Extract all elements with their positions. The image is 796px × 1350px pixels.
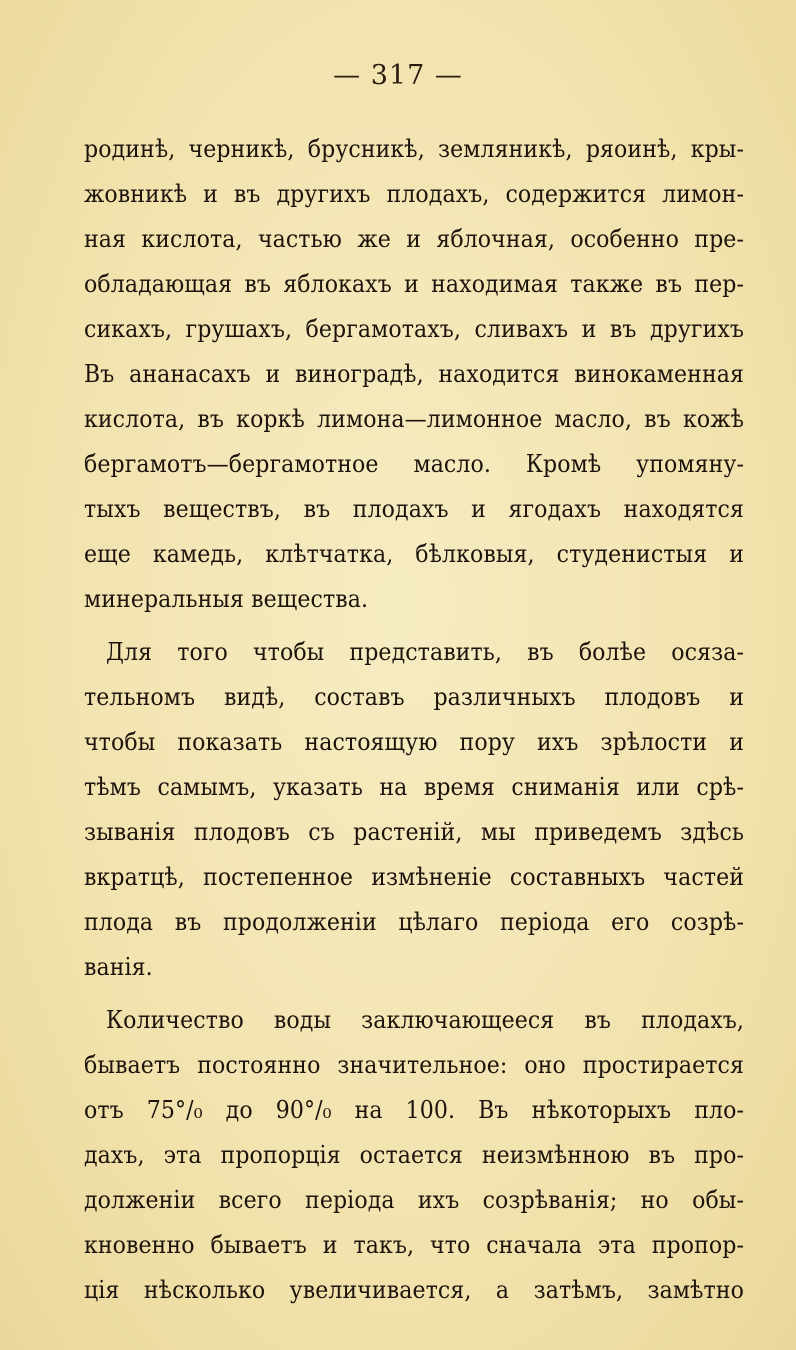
text-line: сикахъ, грушахъ, бергамотахъ, сливахъ и въ другихъ [84,314,744,343]
text-line: отъ 75°/₀ до 90°/₀ на 100. Въ нѣкоторыхъ пло- [84,1095,744,1124]
text-line: кислота, въ коркѣ лимона—лимонное масло, въ кожѣ [84,404,744,433]
text-line: Количество воды заключающееся въ плодахъ, [106,1005,744,1034]
text-line: обладающая въ яблокахъ и находимая также въ пер- [84,269,744,298]
text-line: зыванія плодовъ съ растеній, мы приведемъ здѣсь [84,817,744,846]
paragraph-3 [84,997,744,1312]
text-line: Для того чтобы представить, въ болѣе осяза- [106,637,744,666]
text-line: кновенно бываетъ и такъ, что сначала эта пропор- [84,1230,744,1259]
text-line: Въ ананасахъ и виноградѣ, находится винокаменная [84,359,744,388]
text-line: вкратцѣ, постепенное измѣненіе составныхъ частей [84,862,744,891]
text-line: тельномъ видѣ, составъ различныхъ плодовъ и [84,682,744,711]
text-line: чтобы показать настоящую пору ихъ зрѣлости и [84,727,744,756]
text-line: бергамотъ—бергамотное масло. Кромѣ упомяну- [84,449,744,478]
text-line: долженіи всего періода ихъ созрѣванія; но обы- [84,1185,744,1214]
text-line: минеральныя вещества. [84,584,369,613]
text-line: еще камедь, клѣтчатка, бѣлковыя, студенистыя и [84,539,744,568]
paragraph-1 [84,126,744,621]
text-line: родинѣ, черникѣ, брусникѣ, земляникѣ, ряоинѣ, кры- [84,134,744,163]
paragraph-2 [84,629,744,989]
text-line: ція нѣсколько увеличивается, а затѣмъ, замѣтно [84,1275,744,1304]
text-line: бываетъ постоянно значительное: оно простирается [84,1050,744,1079]
body-text [84,126,744,1312]
text-line: тѣмъ самымъ, указать на время сниманія или срѣ- [84,772,744,801]
text-line: плода въ продолженіи цѣлаго періода его созрѣ- [84,907,744,936]
text-line: ванія. [84,952,153,981]
text-line: жовникѣ и въ другихъ плодахъ, содержится лимон- [84,179,744,208]
text-line: ная кислота, частью же и яблочная, особенно пре- [84,224,744,253]
text-line: тыхъ веществъ, въ плодахъ и ягодахъ находятся [84,494,744,523]
page-number: — 317 — [333,60,463,91]
text-line: дахъ, эта пропорція остается неизмѣнною въ про- [84,1140,744,1169]
